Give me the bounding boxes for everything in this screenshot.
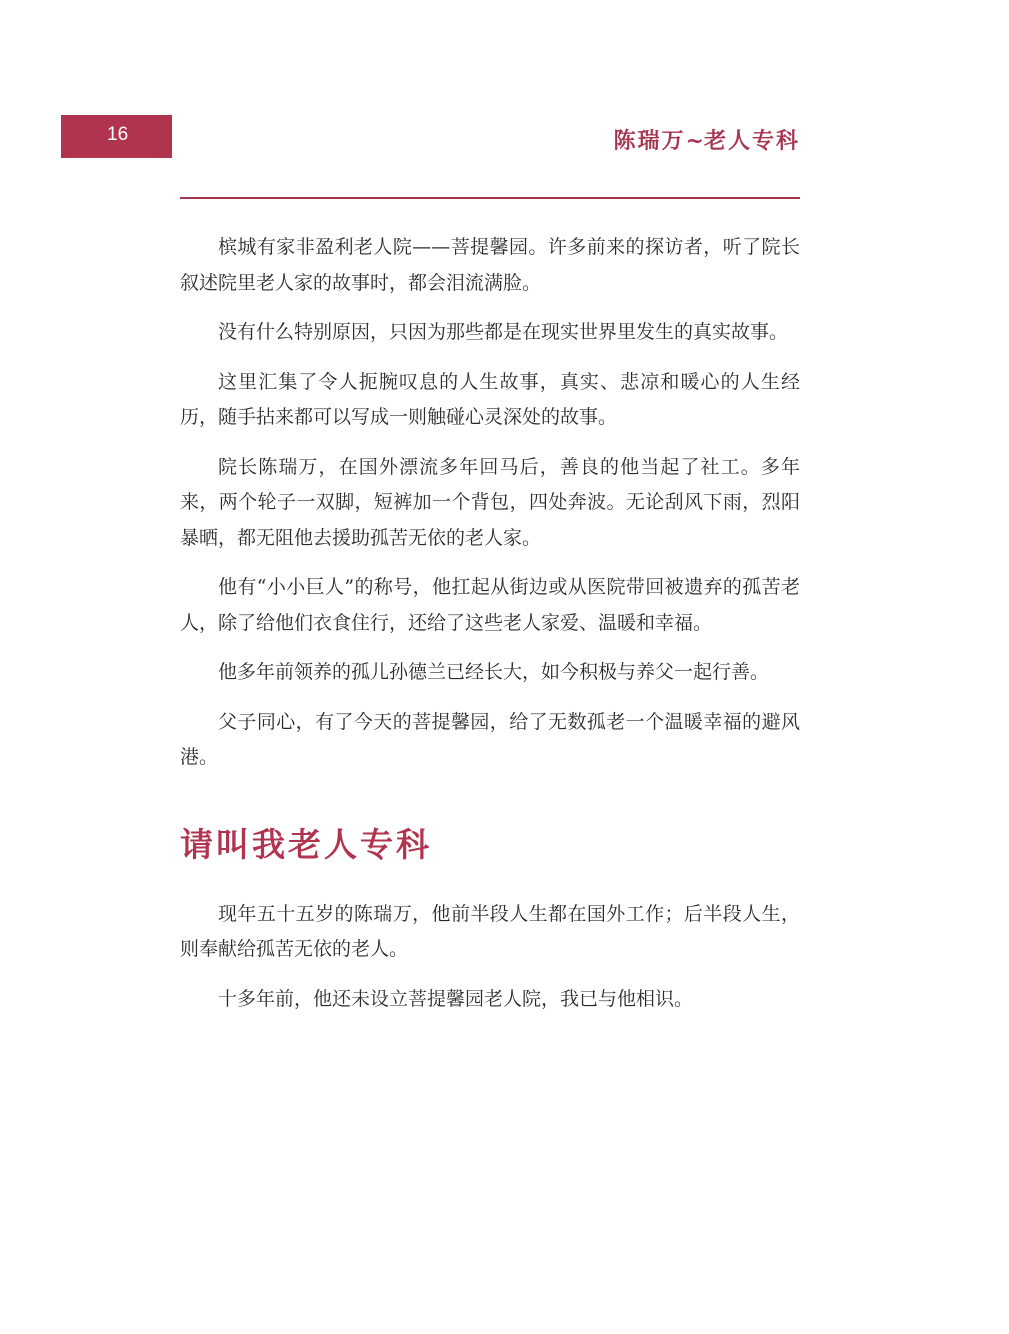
header-divider (180, 197, 800, 199)
running-title-topic: 老人专科 (703, 128, 800, 154)
paragraph: 没有什么特别原因，只因为那些都是在现实世界里发生的真实故事。 (218, 321, 789, 343)
running-title-separator: ~ (685, 128, 704, 154)
running-title (500, 124, 800, 155)
paragraph: 这里汇集了令人扼腕叹息的人生故事，真实、悲凉和暖心的人生经历，随手拈来都可以写成一则触碰心灵深处的故事。 (180, 370, 800, 428)
paragraph: 十多年前，他还未设立菩提馨园老人院，我已与他相识。 (218, 987, 694, 1010)
page-body (180, 230, 800, 1031)
paragraph: 现年五十五岁的陈瑞万，他前半段人生都在国外工作；后半段人生，则奉献给孤苦无依的老人。 (180, 902, 800, 960)
section-heading: 请叫我老人专科 (180, 824, 432, 864)
page-number: 16 (107, 124, 129, 145)
paragraph: 父子同心，有了今天的菩提馨园，给了无数孤老一个温暖幸福的避风港。 (180, 710, 800, 768)
paragraph: 他有“小小巨人”的称号，他扛起从街边或从医院带回被遗弃的孤苦老人，除了给他们衣食住行，还给了这些老人家爱、温暖和幸福。 (180, 576, 800, 634)
running-title-name: 陈瑞万 (613, 128, 686, 154)
page-number-badge (61, 115, 172, 158)
paragraph: 他多年前领养的孤儿孙德兰已经长大，如今积极与养父一起行善。 (218, 661, 770, 683)
paragraph: 院长陈瑞万，在国外漂流多年回马后，善良的他当起了社工。多年来，两个轮子一双脚，短裤加一个背包，四处奔波。无论刮风下雨，烈阳暴晒，都无阻他去援助孤苦无依的老人家。 (180, 455, 800, 549)
paragraph: 槟城有家非盈利老人院——菩提馨园。许多前来的探访者，听了院长叙述院里老人家的故事时，都会泪流满脸。 (180, 236, 800, 294)
